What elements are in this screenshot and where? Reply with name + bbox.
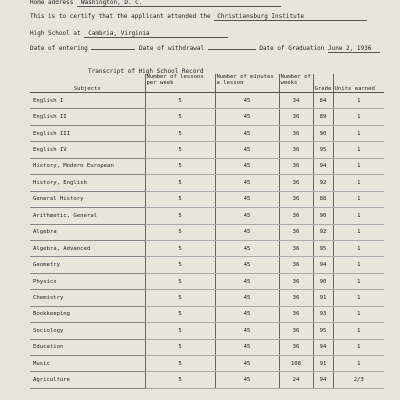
table-row xyxy=(30,175,384,191)
minutes-cell: 45 xyxy=(215,372,279,388)
minutes-cell: 45 xyxy=(215,224,279,240)
lessons-cell: 5 xyxy=(145,273,215,289)
subject-cell: Arithmetic, General xyxy=(30,208,145,224)
grade-cell: 91 xyxy=(313,290,333,306)
subject-cell: English III xyxy=(30,125,145,141)
grade-cell: 92 xyxy=(313,175,333,191)
transcript-caption: Transcript of High School Record xyxy=(88,68,204,75)
subject-cell: Music xyxy=(30,356,145,372)
table-row xyxy=(30,158,384,174)
lessons-cell: 5 xyxy=(145,175,215,191)
grade-cell: 94 xyxy=(313,158,333,174)
weeks-cell: 36 xyxy=(279,158,313,174)
lessons-cell: 5 xyxy=(145,290,215,306)
minutes-cell: 45 xyxy=(215,142,279,158)
subject-cell: Bookkeeping xyxy=(30,306,145,322)
units-cell: 1 xyxy=(333,290,384,306)
certify-line xyxy=(30,13,367,21)
weeks-cell: 36 xyxy=(279,191,313,207)
grade-cell: 95 xyxy=(313,240,333,256)
units-cell: 1 xyxy=(333,257,384,273)
lessons-cell: 5 xyxy=(145,257,215,273)
table-row xyxy=(30,125,384,141)
minutes-cell: 45 xyxy=(215,257,279,273)
weeks-cell: 36 xyxy=(279,109,313,125)
units-cell: 1 xyxy=(333,175,384,191)
lessons-cell: 5 xyxy=(145,339,215,355)
minutes-cell: 45 xyxy=(215,158,279,174)
minutes-cell: 45 xyxy=(215,356,279,372)
units-cell: 1 xyxy=(333,191,384,207)
units-header: Units earned xyxy=(333,74,384,93)
grade-header: Grade xyxy=(313,74,333,93)
subject-cell: English I xyxy=(30,93,145,109)
weeks-cell: 34 xyxy=(279,93,313,109)
subject-cell: Algebra xyxy=(30,224,145,240)
subject-cell: English IV xyxy=(30,142,145,158)
graduation-label: Date of Graduation xyxy=(259,45,325,52)
units-cell: 1 xyxy=(333,339,384,355)
weeks-cell: 36 xyxy=(279,306,313,322)
table-row xyxy=(30,142,384,158)
graduation-field xyxy=(328,45,380,53)
lessons-cell: 5 xyxy=(145,356,215,372)
home-address-value: Washington, D. C. xyxy=(80,0,143,6)
subject-cell: General History xyxy=(30,191,145,207)
minutes-cell: 45 xyxy=(215,191,279,207)
high-school-line xyxy=(30,30,228,38)
lessons-cell: 5 xyxy=(145,142,215,158)
high-school-field xyxy=(84,30,228,38)
dates-line xyxy=(30,45,380,53)
table-row xyxy=(30,273,384,289)
weeks-cell: 36 xyxy=(279,273,313,289)
minutes-cell: 45 xyxy=(215,323,279,339)
table-row xyxy=(30,93,384,109)
weeks-cell: 36 xyxy=(279,125,313,141)
weeks-cell: 36 xyxy=(279,323,313,339)
grade-cell: 90 xyxy=(313,208,333,224)
weeks-cell: 24 xyxy=(279,372,313,388)
table-row xyxy=(30,339,384,355)
grade-cell: 95 xyxy=(313,142,333,158)
subject-cell: History, Modern European xyxy=(30,158,145,174)
lessons-cell: 5 xyxy=(145,372,215,388)
lessons-header: Number of lessons per week xyxy=(145,74,215,93)
lessons-cell: 5 xyxy=(145,109,215,125)
units-cell: 1 xyxy=(333,93,384,109)
home-address-label: Home address xyxy=(30,0,74,6)
grade-cell: 88 xyxy=(313,191,333,207)
units-cell: 1 xyxy=(333,208,384,224)
high-school-label: High School at xyxy=(30,30,81,37)
table-row xyxy=(30,240,384,256)
transcript-table xyxy=(30,74,384,389)
table-row xyxy=(30,257,384,273)
lessons-cell: 5 xyxy=(145,323,215,339)
weeks-cell: 36 xyxy=(279,257,313,273)
institute-field xyxy=(214,13,367,21)
institute-name: Christiansburg Institute xyxy=(217,13,304,20)
entering-field xyxy=(91,49,135,50)
units-cell: 1 xyxy=(333,158,384,174)
units-cell: 1 xyxy=(333,306,384,322)
units-cell: 1 xyxy=(333,273,384,289)
minutes-cell: 45 xyxy=(215,175,279,191)
table-row xyxy=(30,323,384,339)
minutes-header: Number of minutes a lesson xyxy=(215,74,279,93)
minutes-cell: 45 xyxy=(215,240,279,256)
grade-cell: 92 xyxy=(313,224,333,240)
subject-cell: Physics xyxy=(30,273,145,289)
weeks-cell: 36 xyxy=(279,142,313,158)
grade-cell: 95 xyxy=(313,323,333,339)
table-row xyxy=(30,372,384,388)
minutes-cell: 45 xyxy=(215,93,279,109)
grade-cell: 91 xyxy=(313,356,333,372)
lessons-cell: 5 xyxy=(145,240,215,256)
weeks-cell: 36 xyxy=(279,175,313,191)
weeks-cell: 36 xyxy=(279,224,313,240)
units-cell: 1 xyxy=(333,109,384,125)
lessons-cell: 5 xyxy=(145,208,215,224)
units-cell: 1 xyxy=(333,356,384,372)
table-row xyxy=(30,208,384,224)
subject-cell: English II xyxy=(30,109,145,125)
units-cell: 2/3 xyxy=(333,372,384,388)
minutes-cell: 45 xyxy=(215,109,279,125)
minutes-cell: 45 xyxy=(215,208,279,224)
table-row xyxy=(30,224,384,240)
lessons-cell: 5 xyxy=(145,158,215,174)
subject-cell: Algebra, Advanced xyxy=(30,240,145,256)
units-cell: 1 xyxy=(333,224,384,240)
entering-label: Date of entering xyxy=(30,45,88,52)
withdrawal-label: Date of withdrawal xyxy=(139,45,205,52)
subject-cell: Sociology xyxy=(30,323,145,339)
lessons-cell: 5 xyxy=(145,224,215,240)
graduation-date: June 2, 1936 xyxy=(327,45,372,52)
grade-cell: 93 xyxy=(313,306,333,322)
subject-cell: Education xyxy=(30,339,145,355)
high-school-location: Cambria, Virginia xyxy=(88,30,150,37)
certify-text: This is to certify that the applicant attended the xyxy=(30,13,211,20)
subject-cell: History, English xyxy=(30,175,145,191)
minutes-cell: 45 xyxy=(215,290,279,306)
table-row xyxy=(30,109,384,125)
units-cell: 1 xyxy=(333,240,384,256)
units-cell: 1 xyxy=(333,125,384,141)
table-row xyxy=(30,356,384,372)
units-cell: 1 xyxy=(333,323,384,339)
minutes-cell: 45 xyxy=(215,339,279,355)
grade-cell: 90 xyxy=(313,273,333,289)
withdrawal-field xyxy=(208,49,256,50)
weeks-cell: 36 xyxy=(279,339,313,355)
weeks-cell: 108 xyxy=(279,356,313,372)
weeks-cell: 36 xyxy=(279,240,313,256)
weeks-cell: 36 xyxy=(279,290,313,306)
table-row xyxy=(30,290,384,306)
grade-cell: 94 xyxy=(313,257,333,273)
subjects-header: Subjects xyxy=(30,74,145,93)
home-address-field xyxy=(77,0,281,7)
lessons-cell: 5 xyxy=(145,306,215,322)
subject-cell: Agriculture xyxy=(30,372,145,388)
grade-cell: 94 xyxy=(313,339,333,355)
lessons-cell: 5 xyxy=(145,93,215,109)
weeks-cell: 36 xyxy=(279,208,313,224)
minutes-cell: 45 xyxy=(215,306,279,322)
subject-cell: Chemistry xyxy=(30,290,145,306)
grade-cell: 90 xyxy=(313,125,333,141)
weeks-header: Number of weeks xyxy=(279,74,313,93)
grade-cell: 89 xyxy=(313,109,333,125)
table-header-row xyxy=(30,74,384,93)
lessons-cell: 5 xyxy=(145,125,215,141)
subject-cell: Geometry xyxy=(30,257,145,273)
home-address-line xyxy=(30,0,281,7)
grade-cell: 94 xyxy=(313,372,333,388)
table-row xyxy=(30,306,384,322)
grade-cell: 84 xyxy=(313,93,333,109)
minutes-cell: 45 xyxy=(215,273,279,289)
units-cell: 1 xyxy=(333,142,384,158)
lessons-cell: 5 xyxy=(145,191,215,207)
minutes-cell: 45 xyxy=(215,125,279,141)
table-row xyxy=(30,191,384,207)
